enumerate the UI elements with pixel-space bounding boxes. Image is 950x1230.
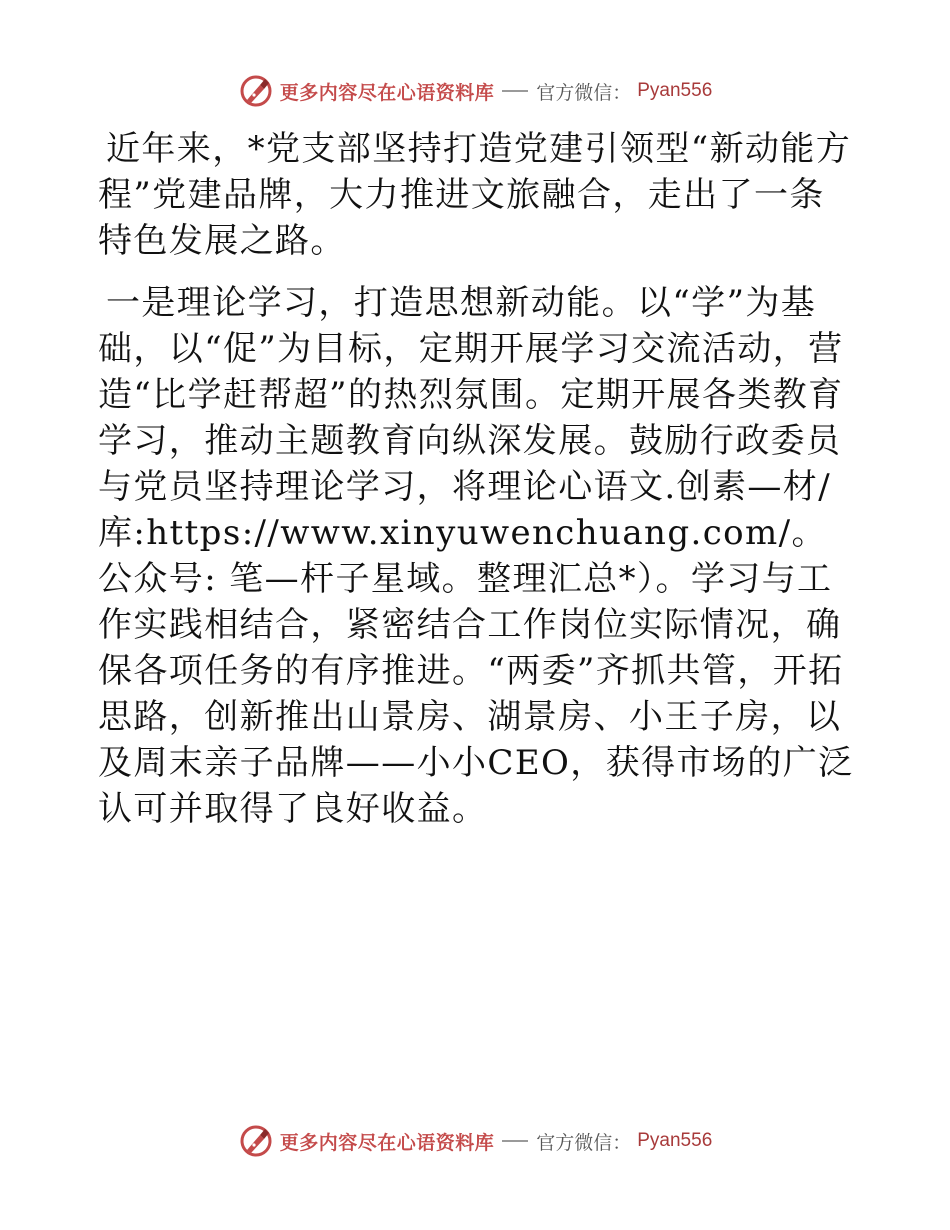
banner-wechat-id: Pyan556 bbox=[637, 1130, 713, 1151]
banner-wechat-id: Pyan556 bbox=[637, 80, 713, 101]
banner-dash bbox=[502, 1140, 528, 1142]
banner-brand-text: 更多内容尽在心语资料库 bbox=[279, 81, 495, 104]
document-body bbox=[98, 126, 858, 832]
banner-brand-text: 更多内容尽在心语资料库 bbox=[279, 1131, 495, 1154]
paragraph-intro: 近年来，*党支部坚持打造党建引领型“新动能方程”党建品牌，大力推进文旅融合，走出了一条特色发展之路。 bbox=[98, 129, 852, 261]
header-banner[interactable] bbox=[0, 71, 950, 111]
pen-nib-circle-icon bbox=[238, 1123, 274, 1159]
banner-official-label: 官方微信： bbox=[536, 1131, 632, 1154]
paragraph-theory-study: 一是理论学习，打造思想新动能。以“学”为基础，以“促”为目标，定期开展学习交流活动，营造“比学赶帮超”的热烈氛围。定期开展各类教育学习，推动主题教育向纵深发展。鼓励行政委员与党员坚持理论学习，将理论心语文.创素—材/库:https://www.xinyuwenchuang.com/。公众号: 笔—杆子星域。整理汇总*）。学习与工作实践相结合，紧密结合工作岗位实际情况，确保各项任务的有序推进。“两委”齐抓共管，开拓思路，创新推出山景房、湖景房、小王子房，以及周末亲子品牌——小小CEO，获得市场的广泛认可并取得了良好收益。 bbox=[98, 283, 854, 829]
pen-nib-circle-icon bbox=[238, 73, 274, 109]
footer-banner[interactable] bbox=[0, 1121, 950, 1161]
banner-dash bbox=[502, 90, 528, 92]
banner-official-label: 官方微信： bbox=[536, 81, 632, 104]
